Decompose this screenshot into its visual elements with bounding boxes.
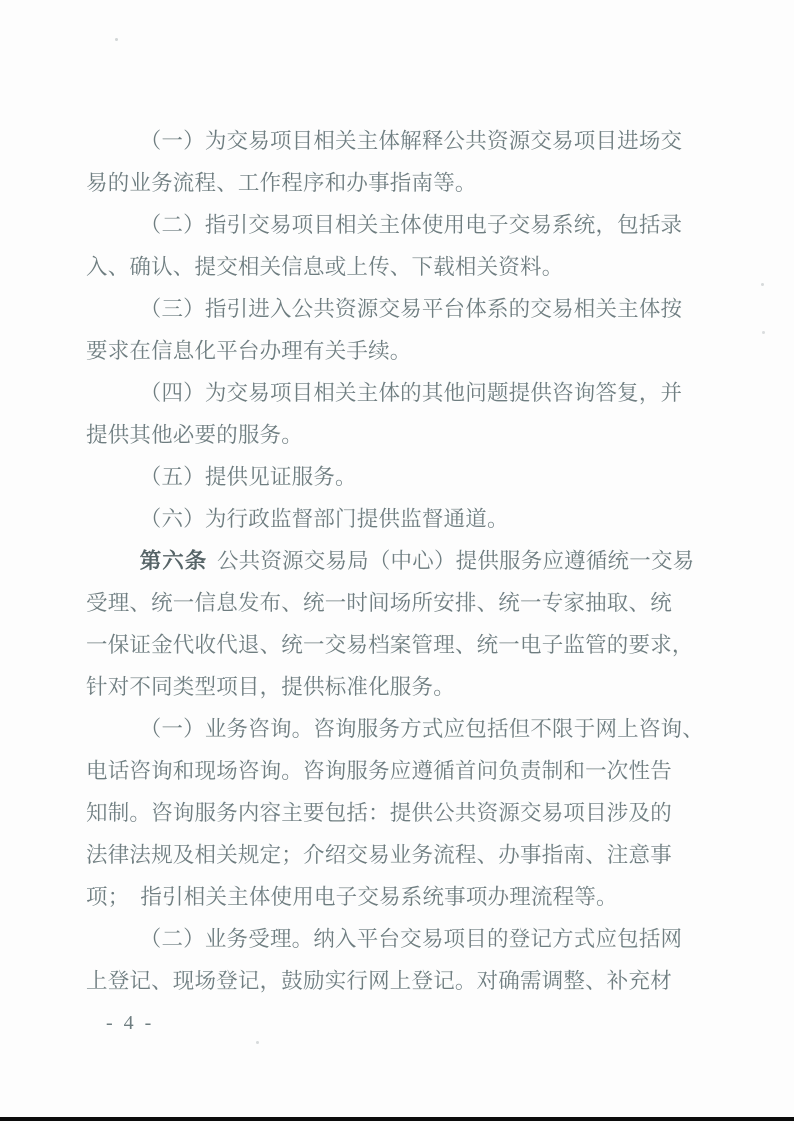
section-number-heading: 第六条	[139, 549, 208, 573]
text-segment: （五）提供见证服务。	[139, 465, 357, 489]
text-segment: 易的业务流程、工作程序和办事指南等。	[86, 171, 477, 195]
text-segment: （四）为交易项目相关主体的其他问题提供咨询答复，并	[139, 381, 683, 405]
text-line	[86, 120, 746, 162]
text-line	[86, 204, 746, 246]
text-segment: 项； 指引相关主体使用电子交易系统事项办理流程等。	[86, 885, 618, 909]
text-line	[86, 582, 746, 624]
text-segment: 公共资源交易局（中心）提供服务应遵循统一交易	[216, 549, 695, 573]
text-line	[86, 498, 746, 540]
text-segment: （一）业务咨询。咨询服务方式应包括但不限于网上咨询、	[139, 717, 704, 741]
text-segment: 法律法规及相关规定；介绍交易业务流程、办事指南、注意事	[86, 843, 672, 867]
text-segment: （一）为交易项目相关主体解释公共资源交易项目进场交	[139, 129, 683, 153]
document-body	[86, 120, 746, 1002]
text-line	[86, 162, 746, 204]
text-segment: （三）指引进入公共资源交易平台体系的交易相关主体按	[139, 297, 683, 321]
text-line	[86, 330, 746, 372]
text-segment: 针对不同类型项目，提供标准化服务。	[86, 675, 455, 699]
text-line	[86, 456, 746, 498]
text-line	[86, 288, 746, 330]
text-line	[86, 414, 746, 456]
text-line	[86, 372, 746, 414]
text-line	[86, 708, 746, 750]
text-segment: 电话咨询和现场咨询。咨询服务应遵循首问负责制和一次性告	[86, 759, 672, 783]
text-line	[86, 666, 746, 708]
text-segment: 一保证金代收代退、统一交易档案管理、统一电子监管的要求，	[86, 633, 694, 657]
scan-dust-speck	[115, 38, 118, 41]
text-segment: 受理、统一信息发布、统一时间场所安排、统一专家抽取、统	[86, 591, 672, 615]
text-segment: （二）指引交易项目相关主体使用电子交易系统，包括录	[139, 213, 683, 237]
text-segment: 知制。咨询服务内容主要包括：提供公共资源交易项目涉及的	[86, 801, 672, 825]
text-segment: 要求在信息化平台办理有关手续。	[86, 339, 412, 363]
scan-edge-artifact	[0, 1117, 794, 1121]
text-line	[86, 792, 746, 834]
text-segment: （二）业务受理。纳入平台交易项目的登记方式应包括网	[139, 927, 683, 951]
text-line	[86, 960, 746, 1002]
text-line	[86, 750, 746, 792]
text-segment: 上登记、现场登记，鼓励实行网上登记。对确需调整、补充材	[86, 969, 672, 993]
text-line	[86, 876, 746, 918]
text-line	[86, 540, 746, 582]
text-line	[86, 624, 746, 666]
text-line	[86, 918, 746, 960]
page-number: - 4 -	[106, 1012, 155, 1034]
text-segment: （六）为行政监督部门提供监督通道。	[139, 507, 509, 531]
text-line	[86, 246, 746, 288]
text-segment: 提供其他必要的服务。	[86, 423, 304, 447]
text-line	[86, 834, 746, 876]
text-segment: 入、确认、提交相关信息或上传、下载相关资料。	[86, 255, 564, 279]
